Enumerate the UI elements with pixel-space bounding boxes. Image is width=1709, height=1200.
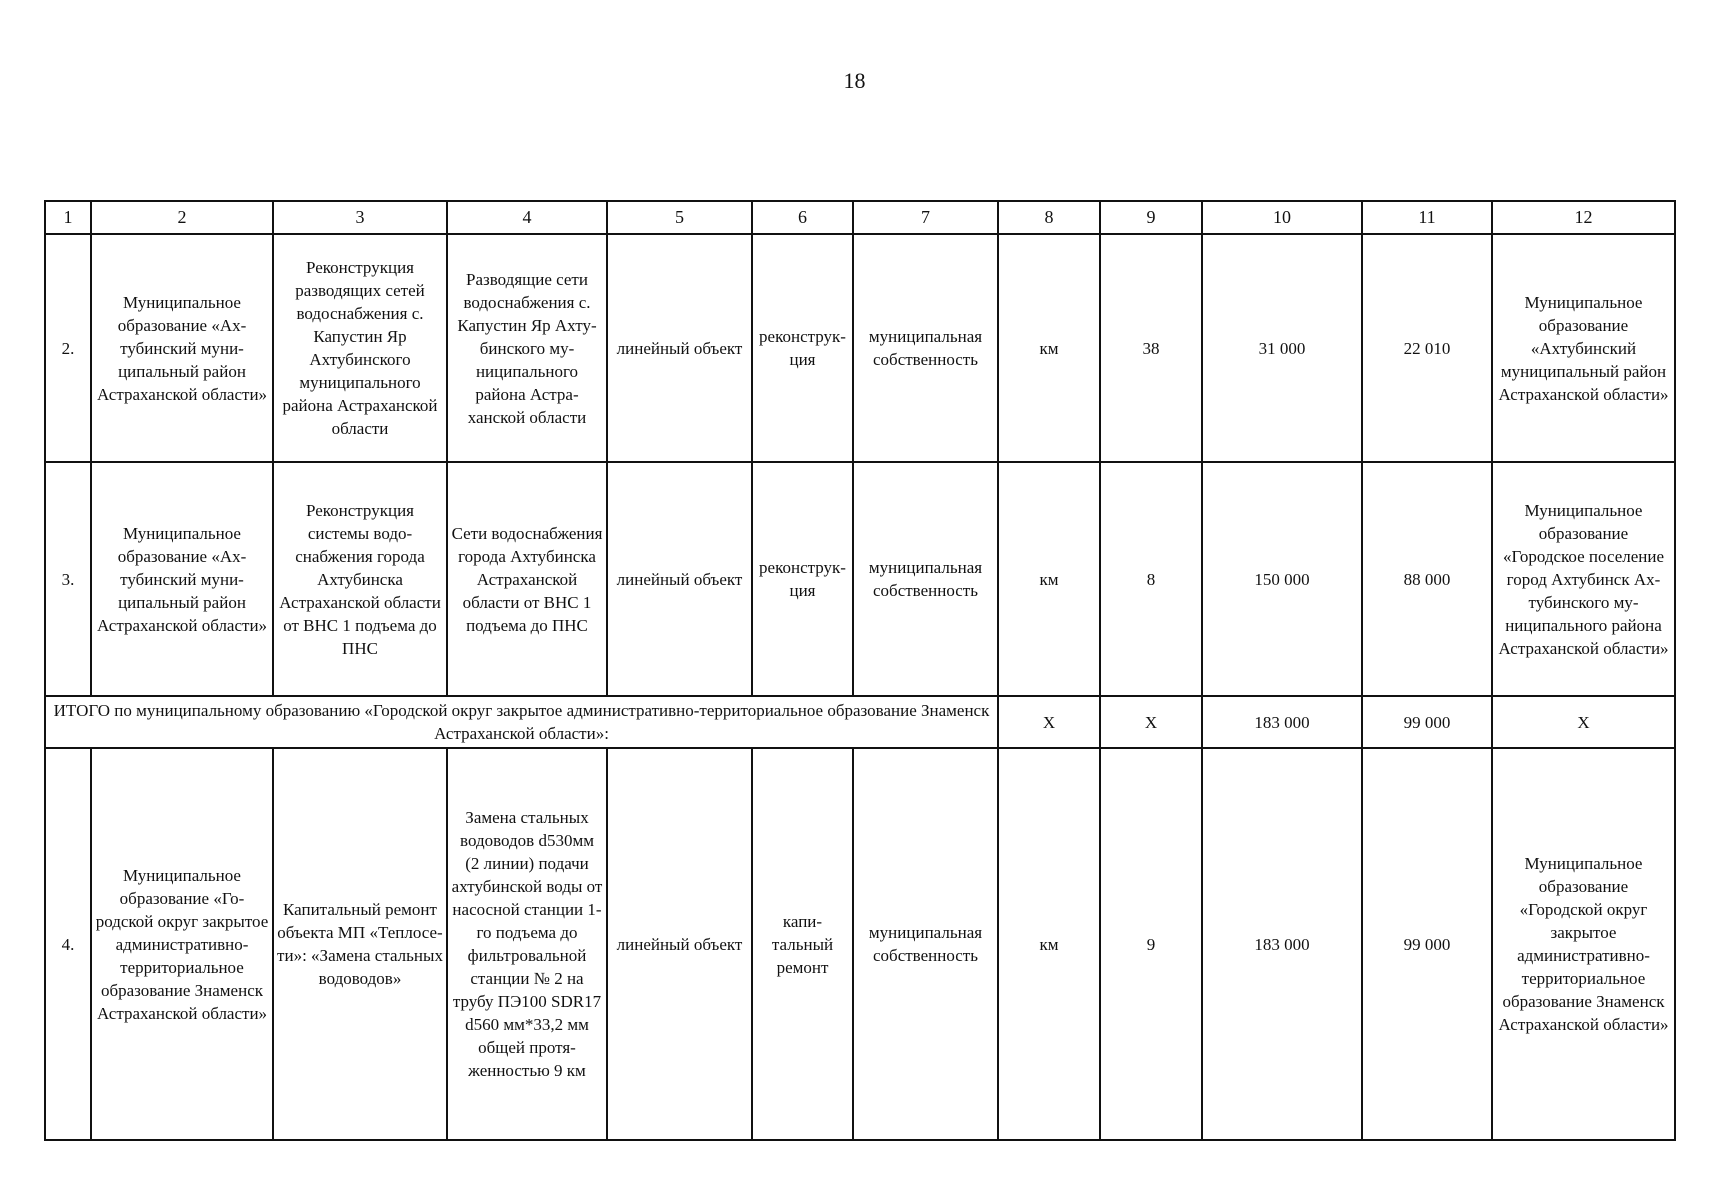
row-number: 3. [45, 462, 91, 696]
header-cell: 12 [1492, 201, 1675, 234]
beneficiary-cell: Муниципальное образование «Ахтубинский муниципальный район Астраханской области» [1492, 234, 1675, 462]
quantity-cell: 9 [1100, 748, 1202, 1140]
header-cell: 5 [607, 201, 752, 234]
measure-cell: реконструкция [752, 234, 853, 462]
total-col8: Х [998, 696, 1100, 748]
table-row [45, 748, 1675, 1140]
header-cell: 3 [273, 201, 447, 234]
owner-cell: Муниципальное образование «Ахтубинский муниципальный район Астраханской области» [91, 234, 273, 462]
measure-cell: капитальный ремонт [752, 748, 853, 1140]
total-row [45, 696, 1675, 748]
header-cell: 6 [752, 201, 853, 234]
cost-fund-cell: 88 000 [1362, 462, 1492, 696]
unit-cell: км [998, 748, 1100, 1140]
work-cell: Реконструкция разводящих сетей водоснабжения с. Капустин Яр Ахтубинского муниципального района Астраханской области [273, 234, 447, 462]
total-cost-total: 183 000 [1202, 696, 1362, 748]
object-cell: Сети водоснабжения города Ахтубинска Астраханской области от ВНС 1 подъема до ПНС [447, 462, 607, 696]
total-label: ИТОГО по муниципальному образованию «Городской округ закрытое административно-территориальное образование Знаменск Астраханской области»: [45, 696, 998, 748]
table-row [45, 234, 1675, 462]
type-cell: линейный объект [607, 462, 752, 696]
header-cell: 10 [1202, 201, 1362, 234]
type-cell: линейный объект [607, 234, 752, 462]
row-number: 2. [45, 234, 91, 462]
header-cell: 7 [853, 201, 998, 234]
header-cell: 11 [1362, 201, 1492, 234]
work-cell: Капитальный ремонт объекта МП «Теплосети»: «Замена стальных водоводов» [273, 748, 447, 1140]
cost-fund-cell: 99 000 [1362, 748, 1492, 1140]
work-cell: Реконструкция системы водоснабжения города Ахтубинска Астраханской области от ВНС 1 подъема до ПНС [273, 462, 447, 696]
object-cell: Разводящие сети водоснабжения с. Капустин Яр Ахтубинского муниципального района Астраханской области [447, 234, 607, 462]
quantity-cell: 38 [1100, 234, 1202, 462]
header-cell: 8 [998, 201, 1100, 234]
header-cell: 1 [45, 201, 91, 234]
row-number: 4. [45, 748, 91, 1140]
cost-total-cell: 183 000 [1202, 748, 1362, 1140]
unit-cell: км [998, 234, 1100, 462]
table-row [45, 462, 1675, 696]
header-cell: 4 [447, 201, 607, 234]
header-cell: 2 [91, 201, 273, 234]
quantity-cell: 8 [1100, 462, 1202, 696]
page-number: 18 [843, 68, 866, 93]
cost-total-cell: 31 000 [1202, 234, 1362, 462]
data-table [44, 200, 1676, 1141]
beneficiary-cell: Муниципальное образование «Городское поселение город Ахтубинск Ахтубинского муниципального района Астраханской области» [1492, 462, 1675, 696]
cost-total-cell: 150 000 [1202, 462, 1362, 696]
measure-cell: реконструкция [752, 462, 853, 696]
header-cell: 9 [1100, 201, 1202, 234]
ownership-cell: муниципальная собственность [853, 462, 998, 696]
unit-cell: км [998, 462, 1100, 696]
total-cost-fund: 99 000 [1362, 696, 1492, 748]
object-cell: Замена стальных водоводов d530мм (2 линии) подачи ахтубинской воды от насосной станции 1-го подъема до фильтровальной станции № 2 на трубу ПЭ100 SDR17 d560 мм*33,2 мм общей протяженностью 9 км [447, 748, 607, 1140]
ownership-cell: муниципальная собственность [853, 234, 998, 462]
beneficiary-cell: Муниципальное образование «Городской округ закрытое административно-территориальное образование Знаменск Астраханской области» [1492, 748, 1675, 1140]
owner-cell: Муниципальное образование «Ахтубинский муниципальный район Астраханской области» [91, 462, 273, 696]
total-col9: Х [1100, 696, 1202, 748]
header-row [45, 201, 1675, 234]
total-col12: Х [1492, 696, 1675, 748]
ownership-cell: муниципальная собственность [853, 748, 998, 1140]
owner-cell: Муниципальное образование «Городской округ закрытое административно-территориальное образование Знаменск Астраханской области» [91, 748, 273, 1140]
type-cell: линейный объект [607, 748, 752, 1140]
cost-fund-cell: 22 010 [1362, 234, 1492, 462]
